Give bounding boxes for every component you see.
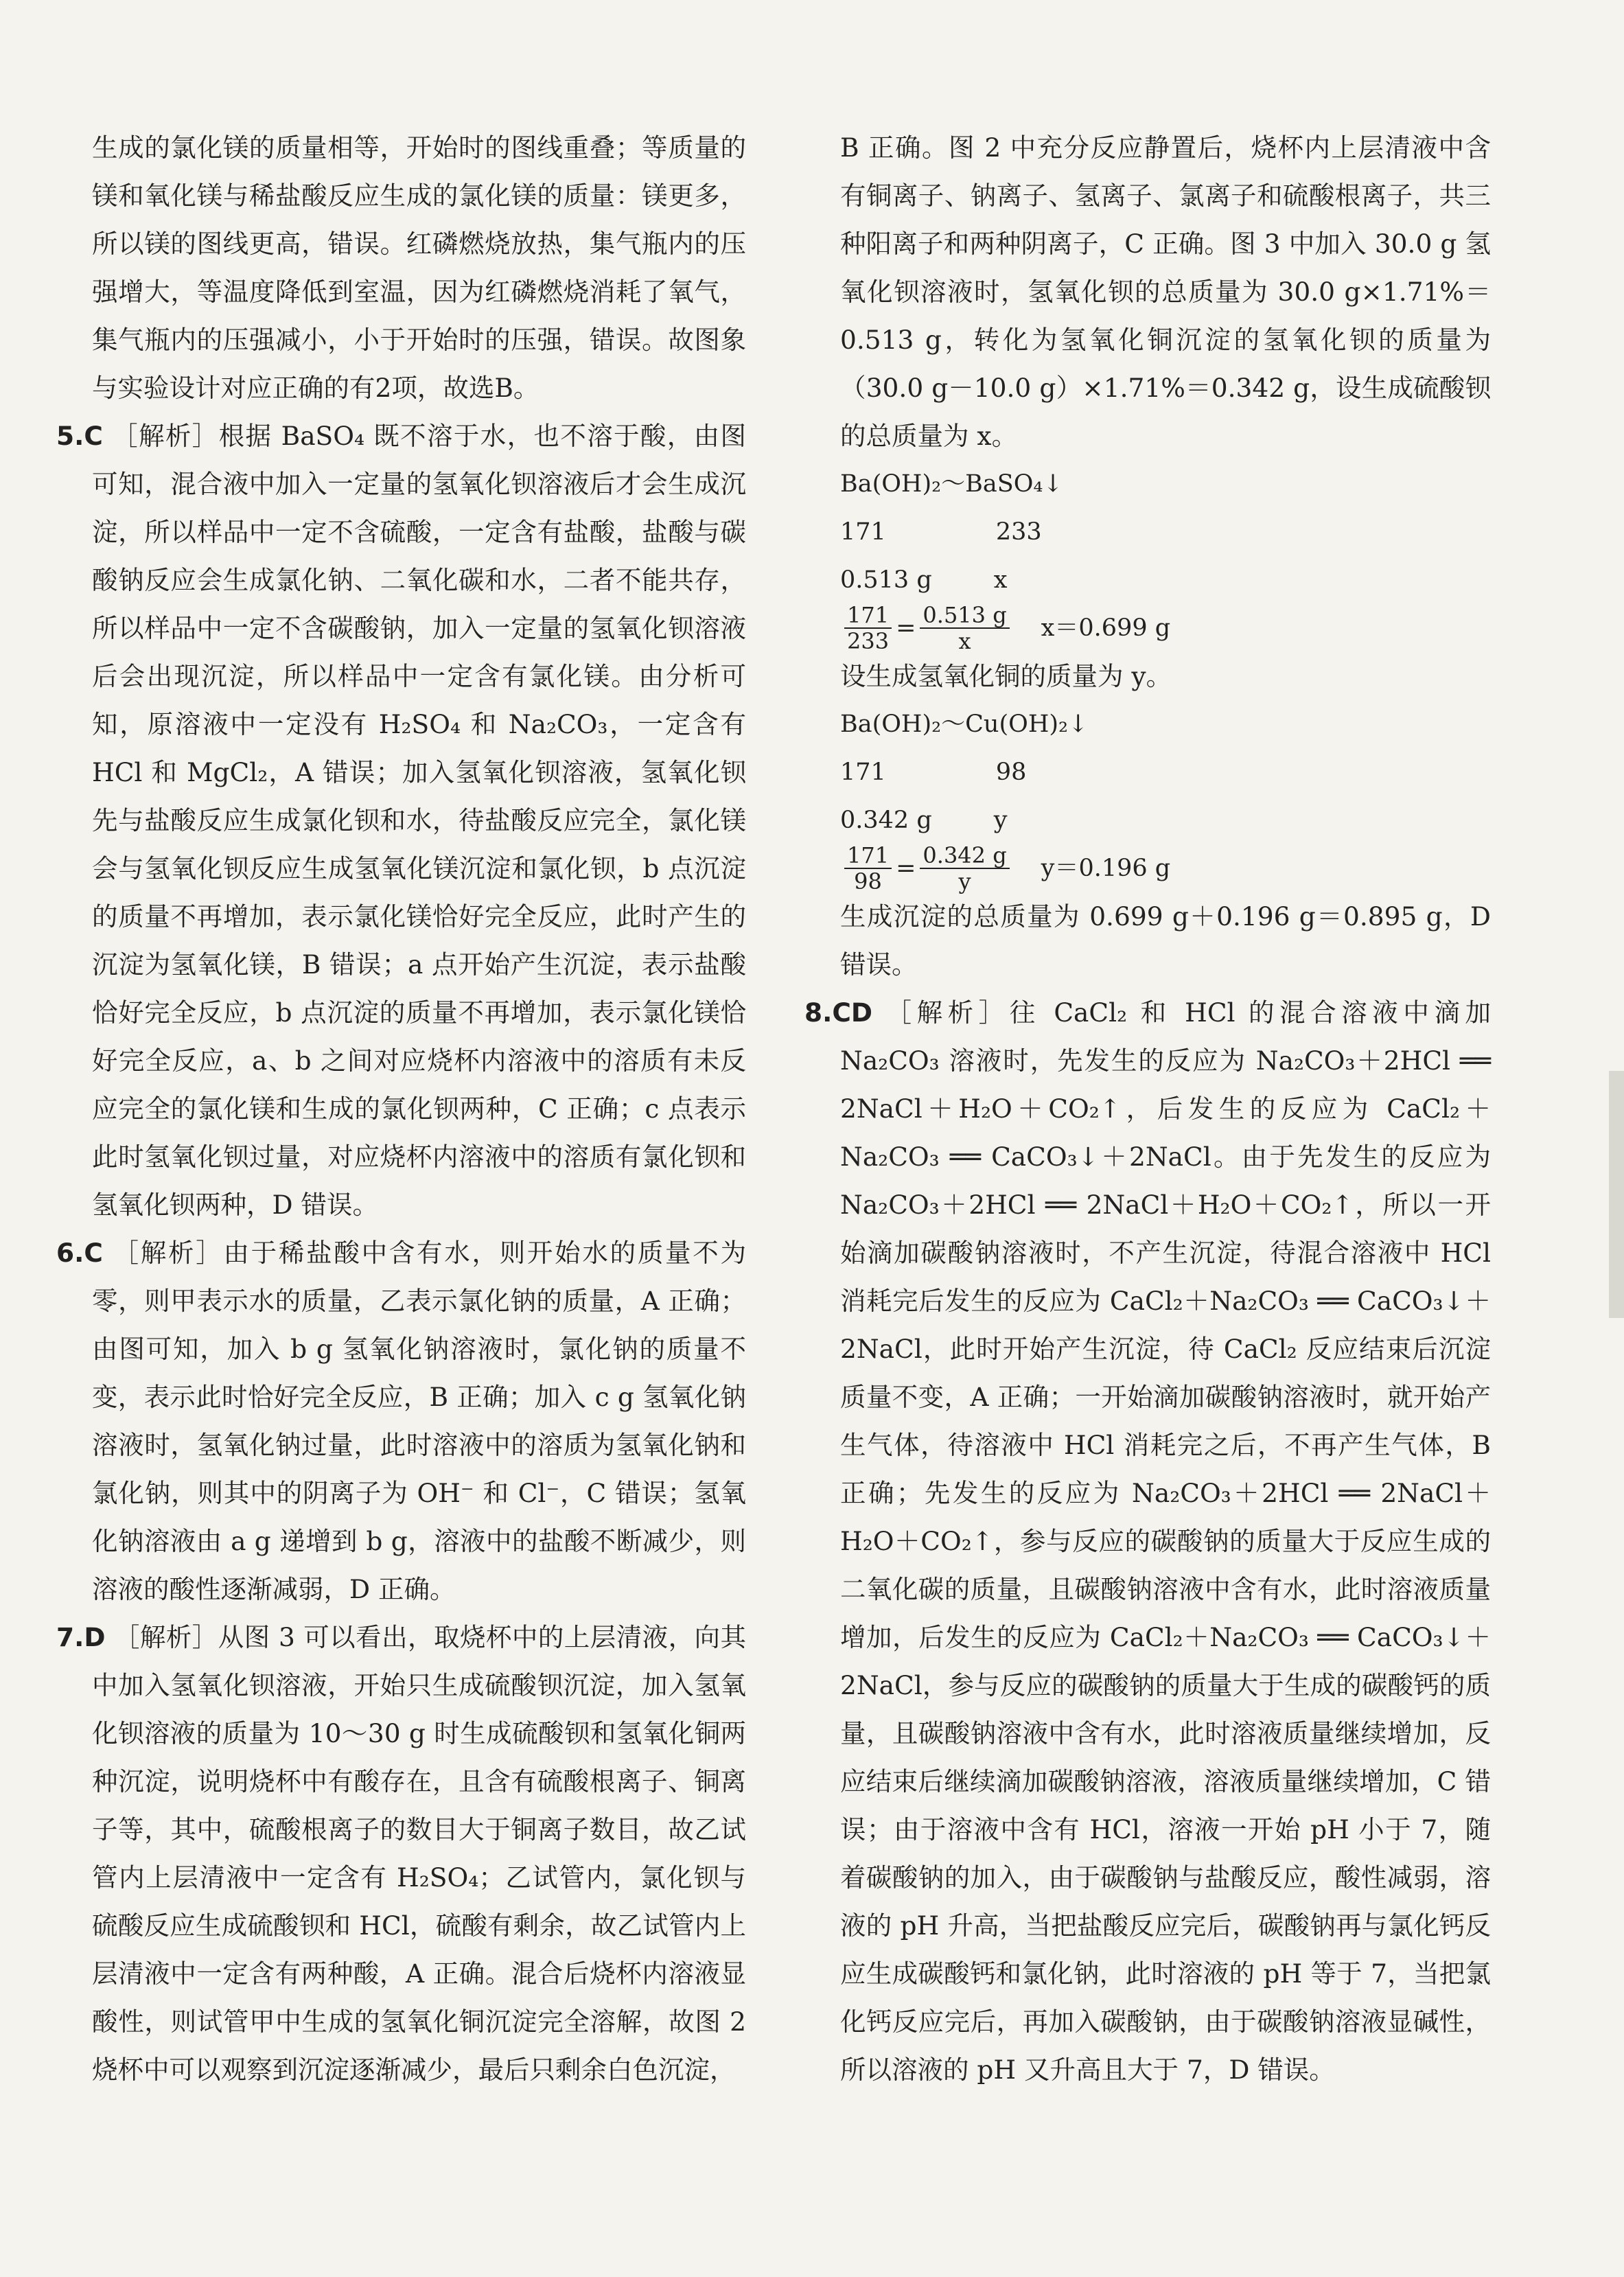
fraction: $\frac{171}{233}$ [844,603,892,654]
question-number: 8. [804,997,833,1028]
analysis-text: 由于稀盐酸中含有水，则开始水的质量不为零，则甲表示水的质量，乙表示氯化钠的质量，A 正确；由图可知，加入 b g 氢氧化钠溶液时，氯化钠的质量不变，表示此时恰好完全反应，B 正确；加入 c g 氢氧化钠溶液时，氢氧化钠过量，此时溶液中的溶质为氢氧化钠和氯化钠，则其中的阴离子为 OH⁻ 和 Cl⁻，C 错误；氢氧化钠溶液由 a g 递增到 b g，溶液中的盐酸不断减少，则溶液的酸性逐渐减弱，D 正确。 [92,1238,747,1604]
actual-mass: 0.513 g [840,566,932,594]
answer-letter: CD [832,997,872,1028]
analysis-text: 从图 3 可以看出，取烧杯中的上层清液，向其中加入氢氧化钡溶液，开始只生成硫酸钡沉淀，加入氢氧化钡溶液的质量为 10～30 g 时生成硫酸钡和氢氧化铜两种沉淀，说明烧杯中有酸存在，且含有硫酸根离子、铜离子等，其中，硫酸根离子的数目大于铜离子数目，故乙试管内上层清液中一定含有 H₂SO₄；乙试管内，氯化钡与硫酸反应生成硫酸钡和 HCl，硫酸有剩余，故乙试管内上层清液中一定含有两种酸，A 正确。混合后烧杯内溶液显酸性，则试管甲中生成的氢氧化铜沉淀完全溶解，故图 2 烧杯中可以观察到沉淀逐渐减少，最后只剩余白色沉淀， [92,1622,747,2085]
proportion-equation: $\frac{171}{233}$ = $\frac{0.513 g}{x}$ x＝0.699 g [840,604,1491,652]
page-edge-shadow [1609,1071,1624,1318]
analysis-tag: ［解析］ [885,997,1010,1028]
fraction: $\frac{0.342 g}{y}$ [920,843,1009,894]
molar-mass-row [840,508,1491,556]
actual-mass: 0.342 g [840,807,932,834]
total-precipitate: 生成沉淀的总质量为 0.699 g＋0.196 g＝0.895 g，D 错误。 [840,901,1491,980]
question-number: 5. [56,421,84,451]
intro-paragraph: 生成的氯化镁的质量相等，开始时的图线重叠；等质量的镁和氧化镁与稀盐酸反应生成的氯化镁的质量：镁更多，所以镁的图线更高，错误。红磷燃烧放热，集气瓶内的压强增大，等温度降低到室温，因为红磷燃烧消耗了氧气，集气瓶内的压强减小，小于开始时的压强，错误。故图象与实验设计对应正确的有2项，故选B。 [92,132,746,403]
question-6 [56,1229,746,1613]
analysis-text: 往 CaCl₂ 和 HCl 的混合溶液中滴加 Na₂CO₃ 溶液时，先发生的反应为 Na₂CO₃＋2HCl ══ 2NaCl＋H₂O＋CO₂↑，后发生的反应为 CaCl₂＋Na₂CO₃ ══ CaCO₃↓＋2NaCl。由于先发生的反应为 Na₂CO₃＋2HCl ══ 2NaCl＋H₂O＋CO₂↑，所以一开始滴加碳酸钠溶液时，不产生沉淀，待混合溶液中 HCl 消耗完后发生的反应为 CaCl₂＋Na₂CO₃ ══ CaCO₃↓＋2NaCl，此时开始产生沉淀，待 CaCl₂ 反应结束后沉淀质量不变，A 正确；一开始滴加碳酸钠溶液时，就开始产生气体，待溶液中 HCl 消耗完之后，不再产生气体，B 正确；先发生的反应为 Na₂CO₃＋2HCl ══ 2NaCl＋H₂O＋CO₂↑，参与反应的碳酸钠的质量大于反应生成的二氧化碳的质量，且碳酸钠溶液中含有水，此时溶液质量增加，后发生的反应为 CaCl₂＋Na₂CO₃ ══ CaCO₃↓＋2NaCl，参与反应的碳酸钠的质量大于生成的碳酸钙的质量，且碳酸钠溶液中含有水，此时溶液质量继续增加，反应结束后继续滴加碳酸钠溶液，溶液质量继续增加，C 错误；由于溶液中含有 HCl，溶液一开始 pH 小于 7，随着碳酸钠的加入，由于碳酸钠与盐酸反应，酸性减弱，溶液的 pH 升高，当把盐酸反应完后，碳酸钠再与氯化钙反应生成碳酸钙和氯化钠，此时溶液的 pH 等于 7，当把氯化钙反应完后，再加入碳酸钠，由于碳酸钠溶液显碱性，所以溶液的 pH 又升高且大于 7，D 错误。 [840,997,1492,2085]
reaction-relation: Ba(OH)₂～BaSO₄↓ [840,470,1063,498]
fraction: $\frac{171}{98}$ [844,843,892,894]
analysis-tag: ［解析］ [112,421,219,451]
question-5 [56,412,746,1229]
molar-mass: 233 [995,518,1042,546]
analysis-text: 根据 BaSO₄ 既不溶于水，也不溶于酸，由图可知，混合液中加入一定量的氢氧化钡溶液后才会生成沉淀，所以样品中一定不含硫酸，一定含有盐酸，盐酸与碳酸钠反应会生成氯化钠、二氧化碳和水，二者不能共存，所以样品中一定不含碳酸钠，加入一定量的氢氧化钡溶液后会出现沉淀，所以样品中一定含有氯化镁。由分析可知，原溶液中一定没有 H₂SO₄ 和 Na₂CO₃，一定含有 HCl 和 MgCl₂，A 错误；加入氢氧化钡溶液，氢氧化钡先与盐酸反应生成氯化钡和水，待盐酸反应完全，氯化镁会与氢氧化钡反应生成氢氧化镁沉淀和氯化钡，b 点沉淀的质量不再增加，表示氯化镁恰好完全反应，此时产生的沉淀为氢氧化镁，B 错误；a 点开始产生沉淀，表示盐酸恰好完全反应，b 点沉淀的质量不再增加，表示氯化镁恰好完全反应，a、b 之间对应烧杯内溶液中的溶质有未反应完全的氯化镁和生成的氯化钡两种，C 正确；c 点表示此时氢氧化钡过量，对应烧杯内溶液中的溶质有氯化钡和氢氧化钡两种，D 错误。 [92,421,747,1220]
molar-mass: 171 [840,759,886,786]
answer-letter: D [84,1622,106,1652]
molar-mass: 171 [840,518,886,546]
proportion-equation: $\frac{171}{98}$ = $\frac{0.342 g}{y}$ y＝0.196 g [840,844,1491,892]
right-column [804,124,1491,2094]
calc-copper-hydroxide [804,700,1491,892]
analysis-tag: ［解析］ [113,1622,218,1652]
result: x＝0.699 g [1041,614,1171,642]
q7-continuation: B 正确。图 2 中充分反应静置后，烧杯内上层清液中含有铜离子、钠离子、氢离子、氯离子和硫酸根离子，共三种阳离子和两种阴离子，C 正确。图 3 中加入 30.0 g 氢氧化钡溶液时，氢氧化钡的总质量为 30.0 g×1.71%＝0.513 g，转化为氢氧化铜沉淀的氢氧化钡的质量为（30.0 g－10.0 g）×1.71%＝0.342 g，设生成硫酸钡的总质量为 x。 [840,132,1491,451]
actual-mass-row [840,556,1491,604]
molar-mass-row [840,748,1491,796]
set-variable-y: 设生成氢氧化铜的质量为 y。 [840,661,1172,691]
fraction: $\frac{0.513 g}{x}$ [920,603,1009,654]
question-7 [56,1613,746,2094]
unknown-variable: x [993,566,1008,594]
answer-letter: C [84,421,103,451]
unknown-variable: y [993,807,1008,834]
result: y＝0.196 g [1041,855,1171,882]
calc-barium-sulfate [804,460,1491,652]
actual-mass-row [840,796,1491,844]
reaction-relation: Ba(OH)₂～Cu(OH)₂↓ [840,710,1089,738]
left-column [56,124,746,2094]
question-number: 6. [56,1238,84,1268]
question-number: 7. [56,1622,84,1652]
question-8 [804,989,1491,2094]
answer-letter: C [84,1238,103,1268]
molar-mass: 98 [995,759,1027,786]
analysis-tag: ［解析］ [113,1238,224,1268]
